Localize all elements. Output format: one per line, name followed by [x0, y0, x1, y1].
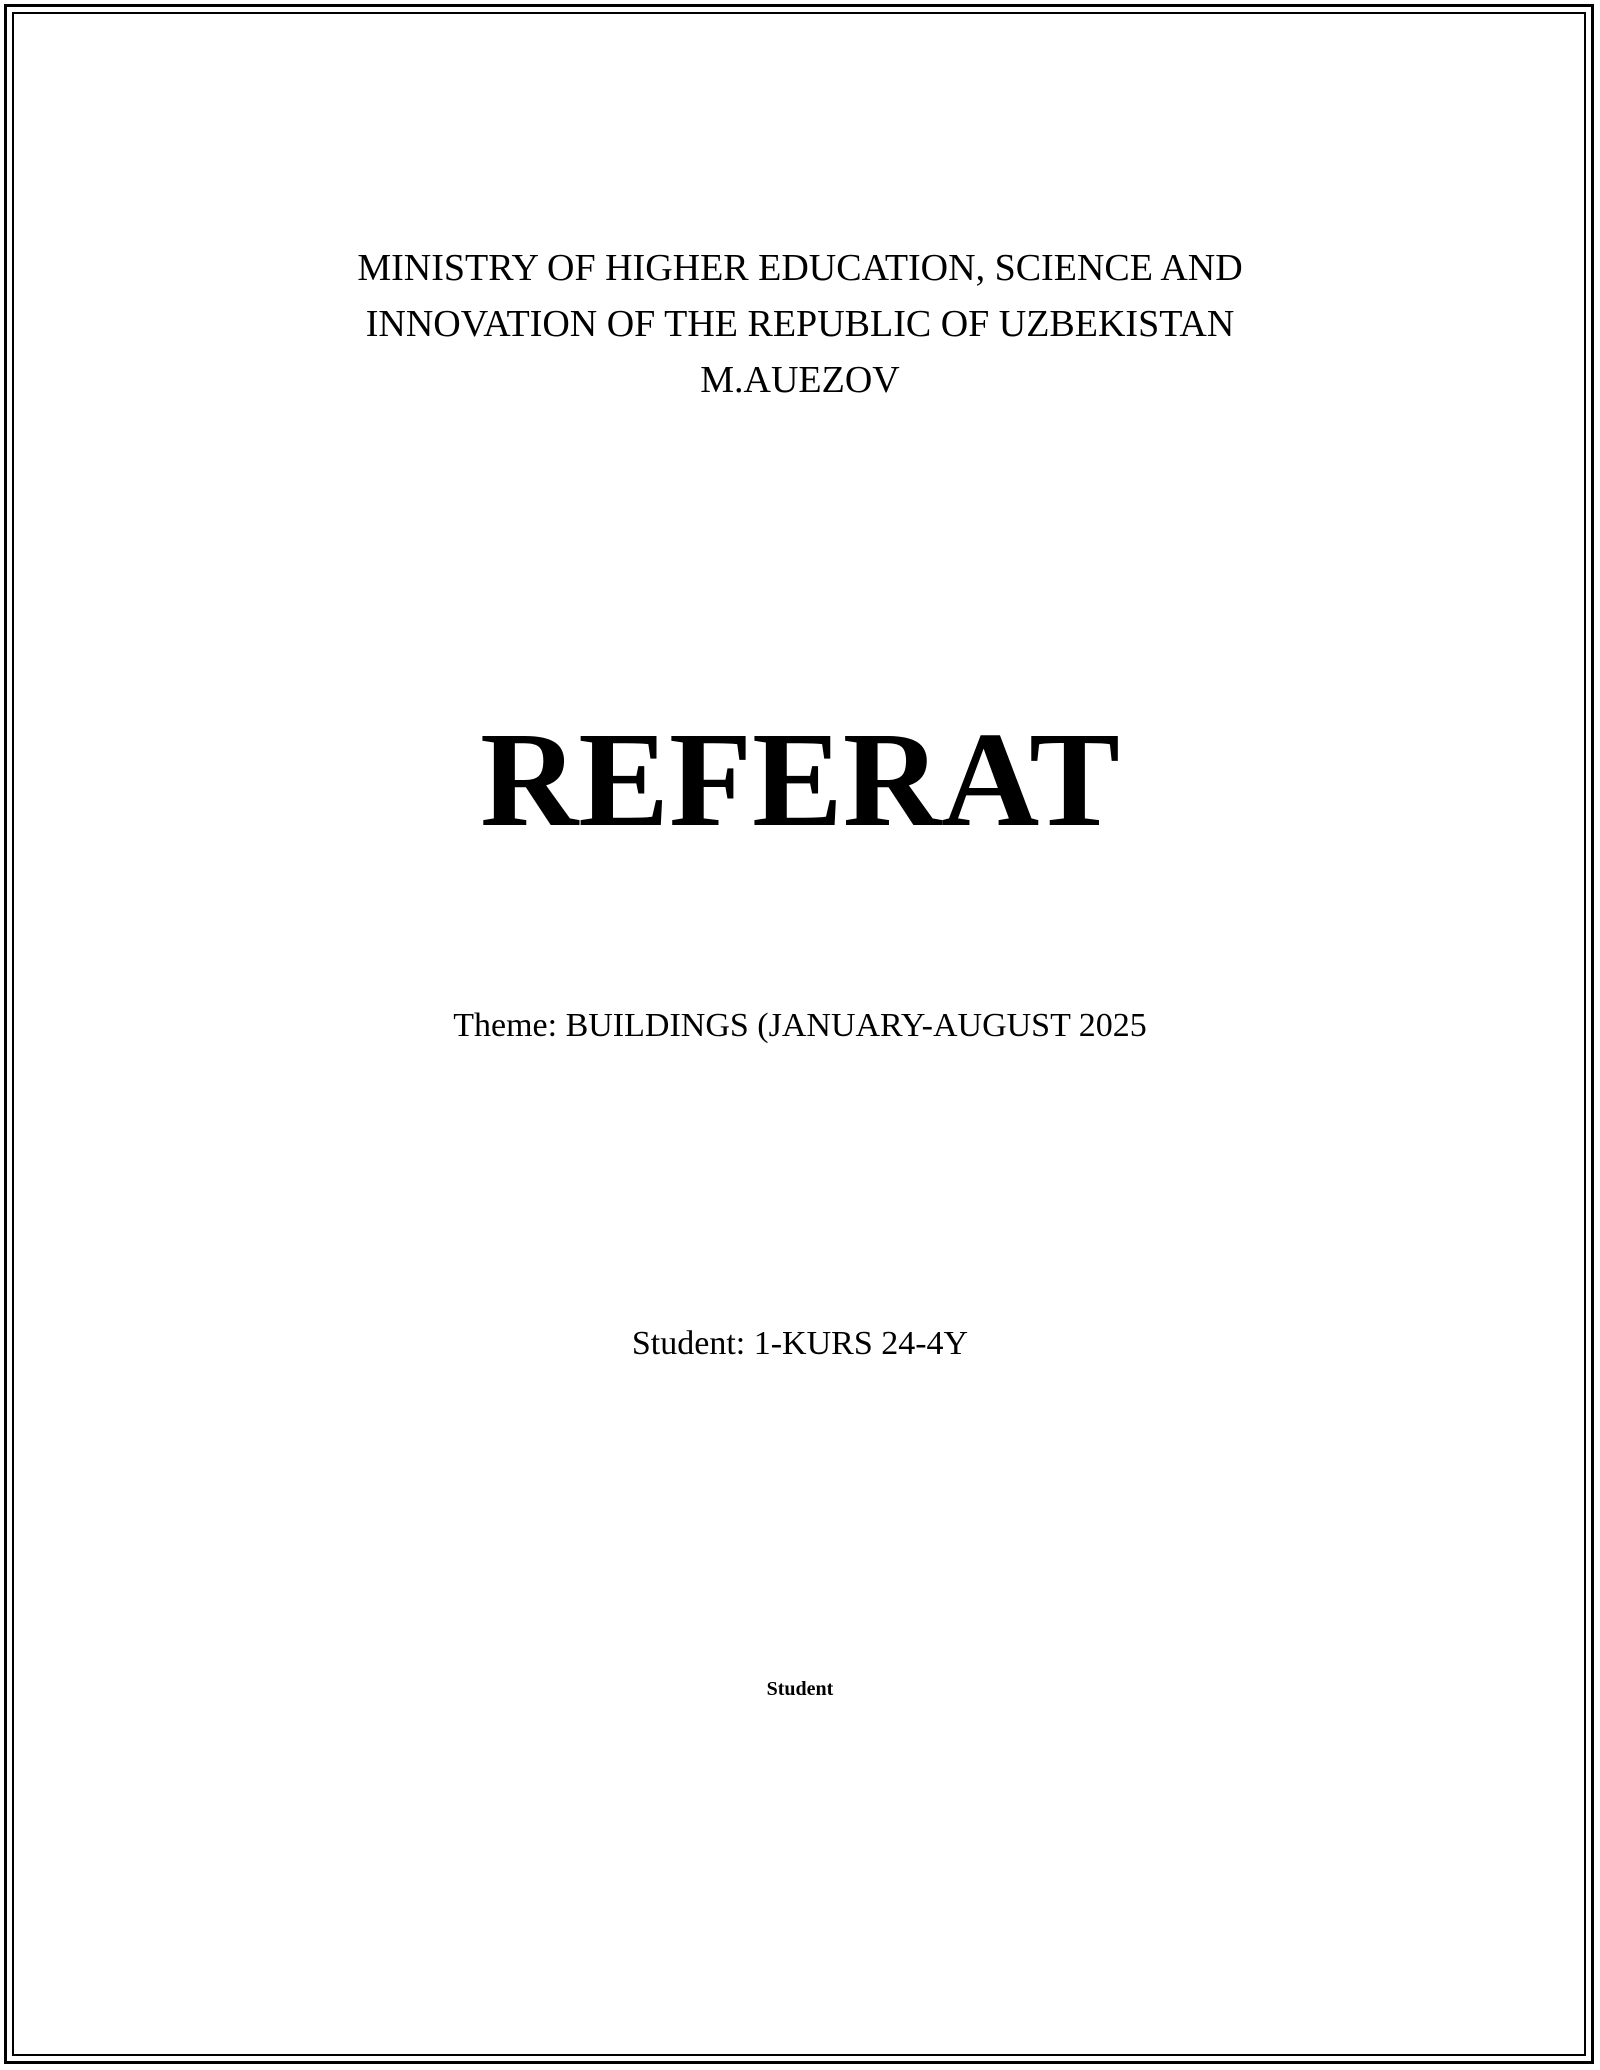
ministry-header-line-2: INNOVATION OF THE REPUBLIC OF UZBEKISTAN [365, 303, 1235, 345]
ministry-header-line-3: M.AUEZOV [700, 359, 900, 401]
student-info-line: Student: 1-KURS 24-4Y [631, 1325, 969, 1362]
theme-line: Theme: BUILDINGS (JANUARY-AUGUST 2025 [453, 1007, 1147, 1044]
ministry-header [0, 240, 1600, 408]
student-label: Student [766, 1678, 834, 1700]
document-title: REFERAT [480, 705, 1120, 855]
ministry-header-line-1: MINISTRY OF HIGHER EDUCATION, SCIENCE AND [357, 247, 1243, 289]
